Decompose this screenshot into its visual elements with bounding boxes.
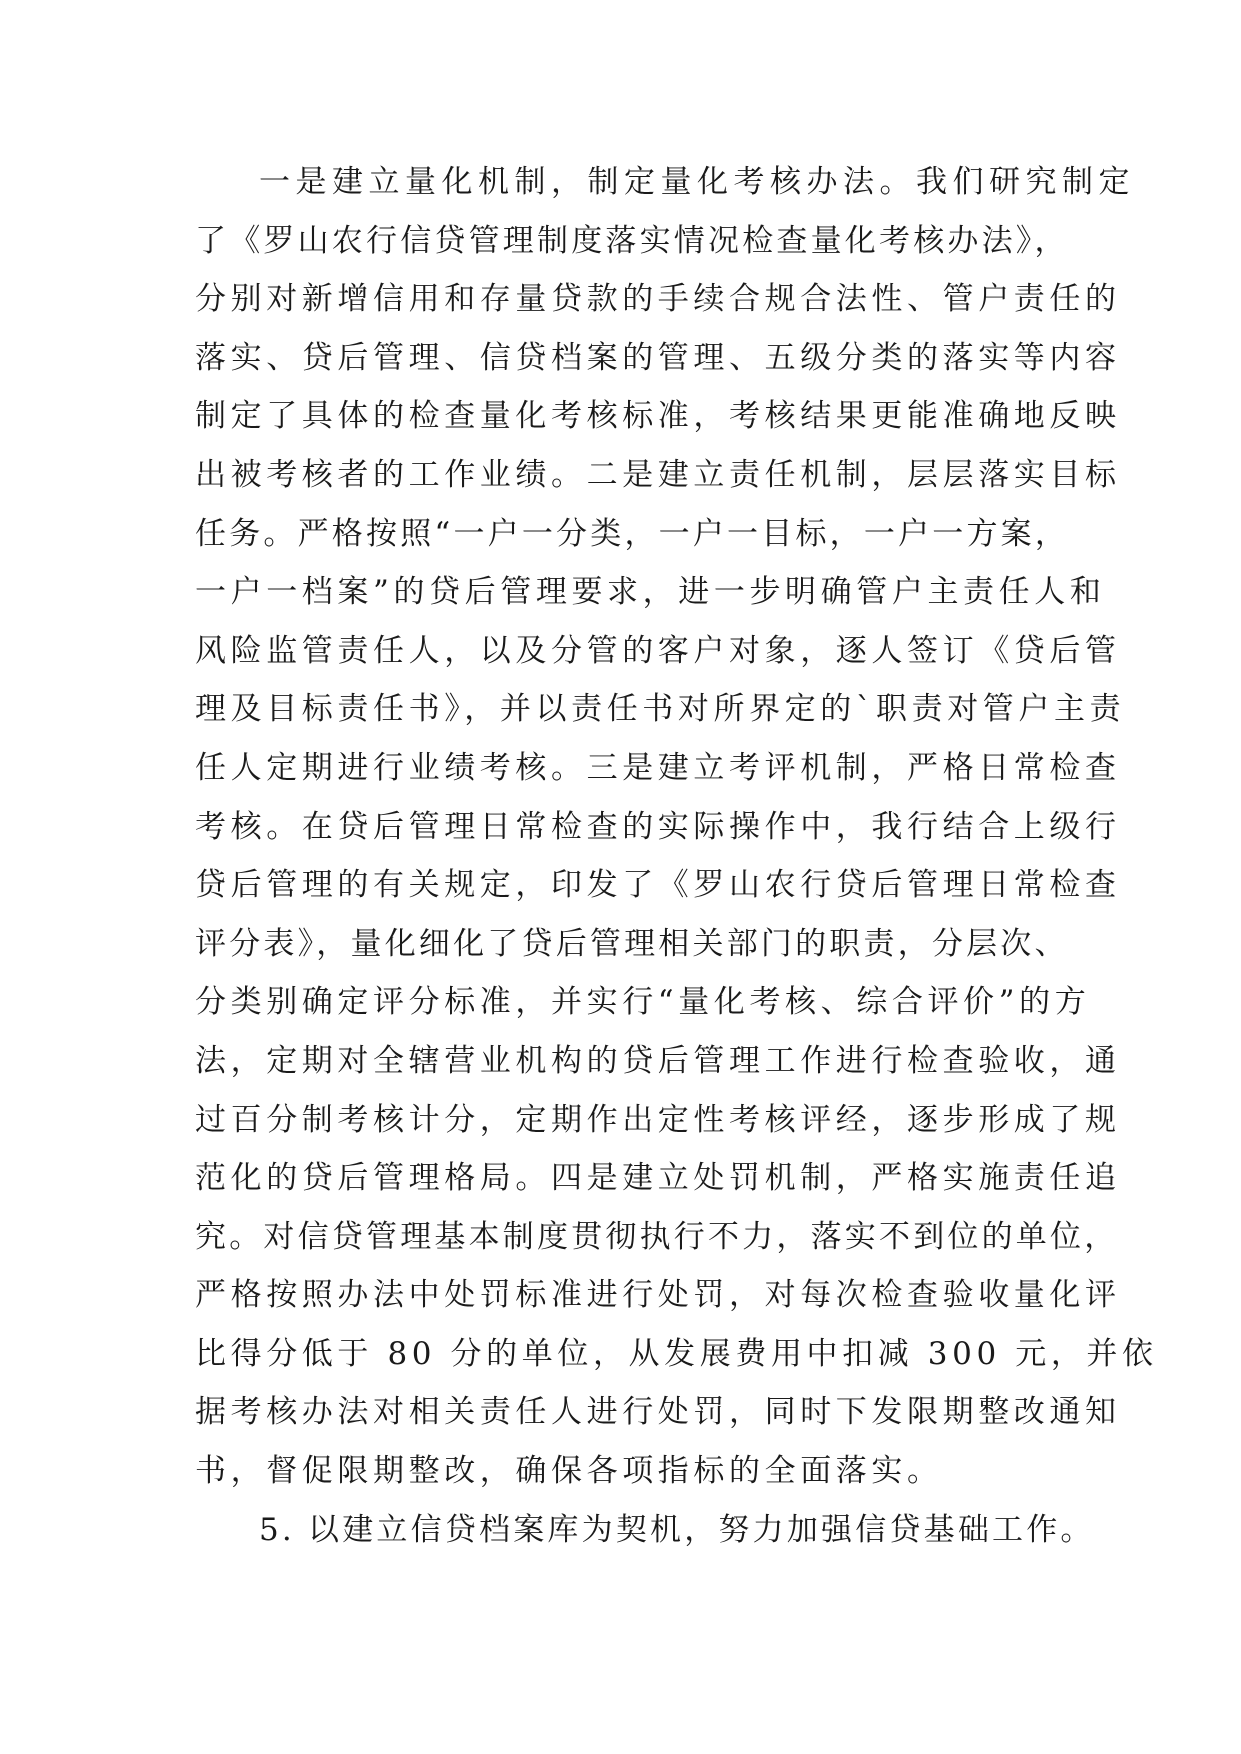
text-line: 分类别确定评分标准，并实行“量化考核、综合评价”的方: [195, 984, 1091, 1021]
text-line: 贷后管理的有关规定，印发了《罗山农行贷后管理日常检查: [195, 867, 1121, 904]
text-line: 风险监管责任人，以及分管的客户对象，逐人签订《贷后管: [195, 632, 1121, 669]
text-line: 出被考核者的工作业绩。二是建立责任机制，层层落实目标: [195, 456, 1121, 493]
body-text: [195, 153, 1158, 1559]
text-line: 书，督促限期整改，确保各项指标的全面落实。: [195, 1453, 943, 1490]
text-line: 制定了具体的检查量化考核标准，考核结果更能准确地反映: [195, 398, 1121, 435]
text-line: 落实、贷后管理、信贷档案的管理、五级分类的落实等内容: [195, 339, 1121, 376]
text-line: 法，定期对全辖营业机构的贷后管理工作进行检查验收，通: [195, 1042, 1121, 1079]
text-line: 考核。在贷后管理日常检查的实际操作中，我行结合上级行: [195, 808, 1121, 845]
text-line: 理及目标责任书》，并以责任书对所界定的`职责对管户主责: [195, 691, 1126, 728]
section-heading: 5. 以建立信贷档案库为契机，努力加强信贷基础工作。: [259, 1511, 1095, 1548]
text-line: 范化的贷后管理格局。四是建立处罚机制，严格实施责任追: [195, 1160, 1121, 1197]
text-line: 一户一档案”的贷后管理要求，进一步明确管户主责任人和: [195, 574, 1106, 611]
text-line: 究。对信贷管理基本制度贯彻执行不力，落实不到位的单位，: [195, 1218, 1119, 1255]
text-line: 比得分低于 80 分的单位，从发展费用中扣减 300 元，并依: [195, 1335, 1158, 1372]
text-line: 严格按照办法中处罚标准进行处罚，对每次检查验收量化评: [195, 1277, 1121, 1314]
text-line: 评分表》，量化细化了贷后管理相关部门的职责，分层次、: [195, 925, 1069, 962]
text-line: 任务。严格按照“一户一分类，一户一目标，一户一方案，: [195, 515, 1070, 552]
text-line: 任人定期进行业绩考核。三是建立考评机制，严格日常检查: [195, 749, 1121, 786]
text-line: 分别对新增信用和存量贷款的手续合规合法性、管户责任的: [195, 281, 1121, 318]
text-line: 了《罗山农行信贷管理制度落实情况检查量化考核办法》，: [195, 222, 1069, 259]
text-line: 据考核办法对相关责任人进行处罚，同时下发限期整改通知: [195, 1394, 1121, 1431]
text-line: 过百分制考核计分，定期作出定性考核评经，逐步形成了规: [195, 1101, 1121, 1138]
text-line: 一是建立量化机制，制定量化考核办法。我们研究制定: [259, 164, 1135, 200]
